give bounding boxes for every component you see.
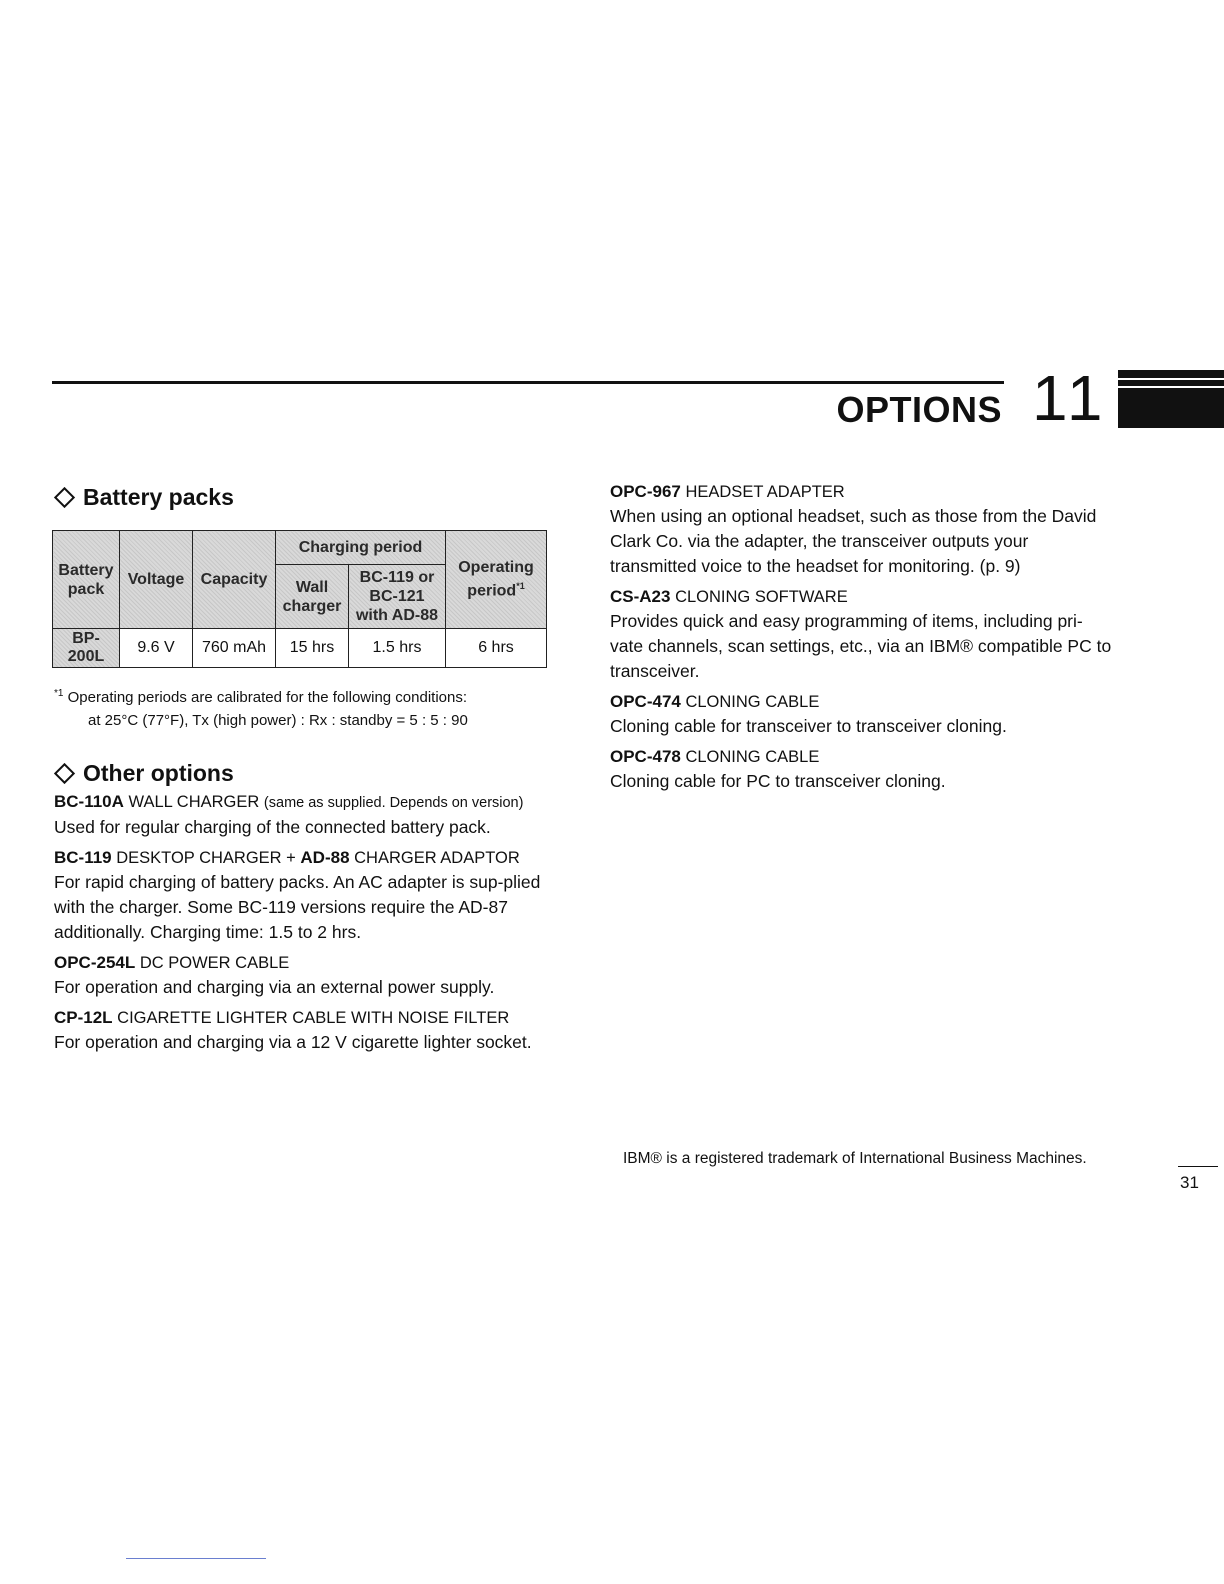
list-item [610, 480, 1115, 579]
page-number-rule [1178, 1166, 1218, 1167]
col-wall-charger: Wall charger [276, 565, 349, 629]
footnote [54, 682, 564, 732]
page-number: 31 [1180, 1173, 1199, 1192]
item-model: CS-A23 [610, 587, 671, 606]
footnote-line1: Operating periods are calibrated for the following conditions: [67, 689, 468, 706]
cell-wall: 15 hrs [276, 629, 349, 668]
item-model: BC-119 [54, 848, 112, 867]
item-desc: WALL CHARGER [128, 793, 260, 811]
list-item [54, 951, 564, 1000]
cell-voltage: 9.6 V [120, 629, 193, 668]
footnote-line2: at 25°C (77°F), Tx (high power) : Rx : standby = 5 : 5 : 90 [88, 712, 468, 729]
battery-packs-heading-text: Battery packs [83, 484, 234, 510]
list-item [610, 745, 1115, 794]
item-desc2: CHARGER ADAPTOR [354, 849, 520, 867]
diamond-bullet-icon [54, 486, 75, 507]
item-model: OPC-254L [54, 953, 136, 972]
cell-pack: BP-200L [53, 629, 120, 668]
cell-bc119: 1.5 hrs [349, 629, 446, 668]
col-operating-period [446, 531, 547, 629]
other-options-heading [54, 756, 564, 790]
item-model2: AD-88 [300, 848, 350, 867]
col-bc119-line3: with AD-88 [355, 607, 439, 624]
item-model: OPC-967 [610, 482, 681, 501]
item-model: OPC-478 [610, 747, 681, 766]
item-body: For operation and charging via a 12 V cigarette lighter socket. [54, 1032, 532, 1052]
col-charging-period: Charging period [276, 531, 446, 565]
col-operating-text: Operating period [458, 559, 534, 600]
item-body: Provides quick and easy programming of items, including pri-vate channels, scan settings, etc., via an IBM® compatible PC to transceiver. [610, 611, 1112, 681]
item-body: Cloning cable for PC to transceiver cloning. [610, 771, 946, 791]
battery-packs-heading [54, 480, 564, 514]
cell-operating: 6 hrs [446, 629, 547, 668]
col-operating-mark: *1 [516, 581, 525, 592]
item-desc: DESKTOP CHARGER + [116, 849, 296, 867]
chapter-number: 11 [1032, 362, 1107, 434]
item-desc: DC POWER CABLE [139, 954, 290, 972]
scan-artifact-line [126, 1558, 266, 1559]
chapter-tab-stripe [1118, 378, 1224, 380]
table-row [53, 629, 547, 668]
col-bc119 [349, 565, 446, 629]
col-battery-pack: Battery pack [53, 531, 120, 629]
item-body: For rapid charging of battery packs. An AC adapter is sup-plied with the charger. Some BC-119 versions require the AD-87 additionally. Charging time: 1.5 to 2 hrs. [54, 872, 541, 942]
item-body: Used for regular charging of the connected battery pack. [54, 817, 491, 837]
trademark-note: IBM® is a registered trademark of International Business Machines. [623, 1150, 1087, 1167]
col-capacity: Capacity [193, 531, 276, 629]
item-model: CP-12L [54, 1008, 113, 1027]
cell-capacity: 760 mAh [193, 629, 276, 668]
col-bc119-line1: BC-119 or [359, 569, 435, 586]
item-desc: HEADSET ADAPTER [685, 483, 845, 501]
battery-table [52, 530, 547, 668]
item-note: (same as supplied. Depends on version) [263, 795, 524, 811]
footnote-mark: *1 [54, 688, 64, 699]
item-desc: CLONING CABLE [685, 748, 820, 766]
header-rule [52, 381, 1004, 384]
other-options-section [54, 756, 564, 1055]
list-item [54, 846, 564, 945]
left-column [54, 480, 564, 1055]
item-desc: CLONING CABLE [685, 693, 820, 711]
list-item [610, 585, 1115, 684]
col-bc119-line2: BC-121 [369, 588, 425, 605]
chapter-tab-stripe [1118, 386, 1224, 388]
item-model: OPC-474 [610, 692, 681, 711]
diamond-bullet-icon [54, 762, 75, 783]
item-body: For operation and charging via an external power supply. [54, 977, 495, 997]
list-item [610, 690, 1115, 739]
list-item [54, 790, 564, 840]
item-body: Cloning cable for transceiver to transceiver cloning. [610, 716, 1007, 736]
item-body: When using an optional headset, such as those from the David Clark Co. via the adapter, the transceiver outputs your transmitted voice to the headset for monitoring. (p. 9) [610, 506, 1097, 576]
col-voltage: Voltage [120, 531, 193, 629]
item-desc: CLONING SOFTWARE [675, 588, 848, 606]
item-desc: CIGARETTE LIGHTER CABLE WITH NOISE FILTER [117, 1009, 510, 1027]
right-column [610, 480, 1115, 794]
chapter-title: OPTIONS [836, 389, 1002, 430]
item-model: BC-110A [54, 792, 124, 811]
list-item [54, 1006, 564, 1055]
other-options-heading-text: Other options [83, 760, 234, 786]
